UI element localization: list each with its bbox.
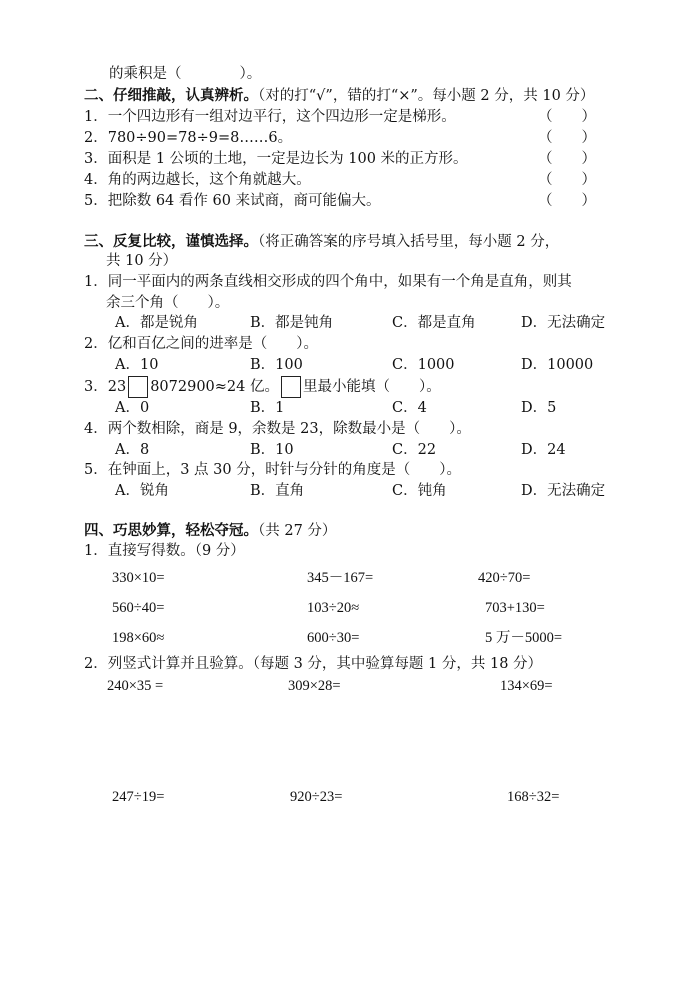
- section4-heading: [84, 521, 336, 541]
- prev-question-tail: 的乘积是（ ）。: [109, 66, 262, 82]
- q1-line1: 1．同一平面内的两条直线相交形成的四个角中，如果有一个角是直角，则其: [84, 274, 572, 290]
- q1-line2: 余三个角（ ）。: [106, 295, 230, 311]
- option-d[interactable]: D．无法确定: [521, 483, 606, 499]
- judge-item-text: 4．角的两边越长，这个角就越大。: [84, 172, 311, 188]
- option-c[interactable]: C．22: [392, 442, 437, 458]
- vertical-calc: 168÷32=: [507, 789, 560, 805]
- q5-text: 5．在钟面上，3 点 30 分，时针与分针的角度是（ ）。: [84, 462, 461, 478]
- section2-note: （对的打“√”，错的打“×”。每小题 2 分，共 10 分）: [258, 88, 595, 104]
- sub2-heading: 2．列竖式计算并且验算。（每题 3 分，其中验算每题 1 分，共 18 分）: [84, 656, 543, 672]
- judge-item: [84, 107, 604, 127]
- judge-item: [84, 149, 604, 169]
- option-c[interactable]: C．都是直角: [392, 315, 476, 331]
- section3-heading: [84, 232, 559, 252]
- direct-calc: 600÷30=: [307, 630, 360, 646]
- q2-text: 2．亿和百亿之间的进率是（ ）。: [84, 336, 318, 352]
- direct-calc: 5 万－5000=: [485, 630, 563, 646]
- q3-part-a: 3．23: [84, 379, 127, 395]
- option-d[interactable]: D．10000: [521, 357, 594, 373]
- sub1-heading: 1．直接写得数。（9 分）: [84, 543, 245, 559]
- q4-text: 4．两个数相除，商是 9，余数是 23，除数最小是（ ）。: [84, 421, 471, 437]
- vertical-calc: 247÷19=: [112, 789, 165, 805]
- direct-calc: 560÷40=: [112, 600, 165, 616]
- judge-item-text: 3．面积是 1 公顷的土地，一定是边长为 100 米的正方形。: [84, 151, 468, 167]
- answer-paren[interactable]: （ ）: [538, 172, 596, 188]
- option-c[interactable]: C．1000: [392, 357, 455, 373]
- option-d[interactable]: D．5: [521, 400, 557, 416]
- section4-note: （共 27 分）: [258, 523, 337, 539]
- option-d[interactable]: D．无法确定: [521, 315, 606, 331]
- section3-note: （将正确答案的序号填入括号里，每小题 2 分，: [258, 234, 560, 250]
- answer-paren[interactable]: （ ）: [538, 193, 596, 209]
- vertical-calc: 134×69=: [500, 678, 553, 694]
- answer-paren[interactable]: （ ）: [538, 109, 596, 125]
- direct-calc: 198×60≈: [112, 630, 165, 646]
- section2-heading: [84, 86, 594, 106]
- q3-part-c: 里最小能填（ ）。: [302, 379, 441, 395]
- judge-item-text: 1．一个四边形有一组对边平行，这个四边形一定是梯形。: [84, 109, 456, 125]
- q3-text: [84, 376, 441, 398]
- judge-item-text: 2．780÷90=78÷9=8……6。: [84, 130, 293, 146]
- option-a[interactable]: A．10: [115, 357, 159, 373]
- option-a[interactable]: A．都是锐角: [115, 315, 198, 331]
- direct-calc: 420÷70=: [478, 570, 531, 586]
- option-b[interactable]: B．直角: [250, 483, 305, 499]
- judge-item: [84, 128, 604, 148]
- judge-item-text: 5．把除数 64 看作 60 来试商，商可能偏大。: [84, 193, 381, 209]
- blank-box[interactable]: [128, 376, 148, 398]
- answer-paren[interactable]: （ ）: [538, 130, 596, 146]
- option-b[interactable]: B．都是钝角: [250, 315, 334, 331]
- option-a[interactable]: A．锐角: [115, 483, 169, 499]
- option-b[interactable]: B．10: [250, 442, 294, 458]
- answer-paren[interactable]: （ ）: [538, 151, 596, 167]
- judge-item: [84, 170, 604, 190]
- section3-title: 三、反复比较，谨慎选择。: [84, 233, 258, 250]
- option-a[interactable]: A．8: [115, 442, 150, 458]
- option-c[interactable]: C．钝角: [392, 483, 447, 499]
- vertical-calc: 240×35 =: [107, 678, 164, 694]
- vertical-calc: 309×28=: [288, 678, 341, 694]
- option-a[interactable]: A．0: [115, 400, 150, 416]
- direct-calc: 703+130=: [485, 600, 545, 616]
- option-b[interactable]: B．1: [250, 400, 285, 416]
- judge-item: [84, 191, 604, 211]
- blank-box[interactable]: [281, 376, 301, 398]
- section4-title: 四、巧思妙算，轻松夺冠。: [84, 522, 258, 539]
- option-b[interactable]: B．100: [250, 357, 303, 373]
- section3-note-cont: 共 10 分）: [106, 253, 178, 269]
- direct-calc: 330×10=: [112, 570, 165, 586]
- q3-part-b: 8072900≈24 亿。: [150, 379, 279, 395]
- option-d[interactable]: D．24: [521, 442, 566, 458]
- section2-title: 二、仔细推敲，认真辨析。: [84, 87, 258, 104]
- direct-calc: 345－167=: [307, 570, 374, 586]
- option-c[interactable]: C．4: [392, 400, 427, 416]
- vertical-calc: 920÷23=: [290, 789, 343, 805]
- direct-calc: 103÷20≈: [307, 600, 360, 616]
